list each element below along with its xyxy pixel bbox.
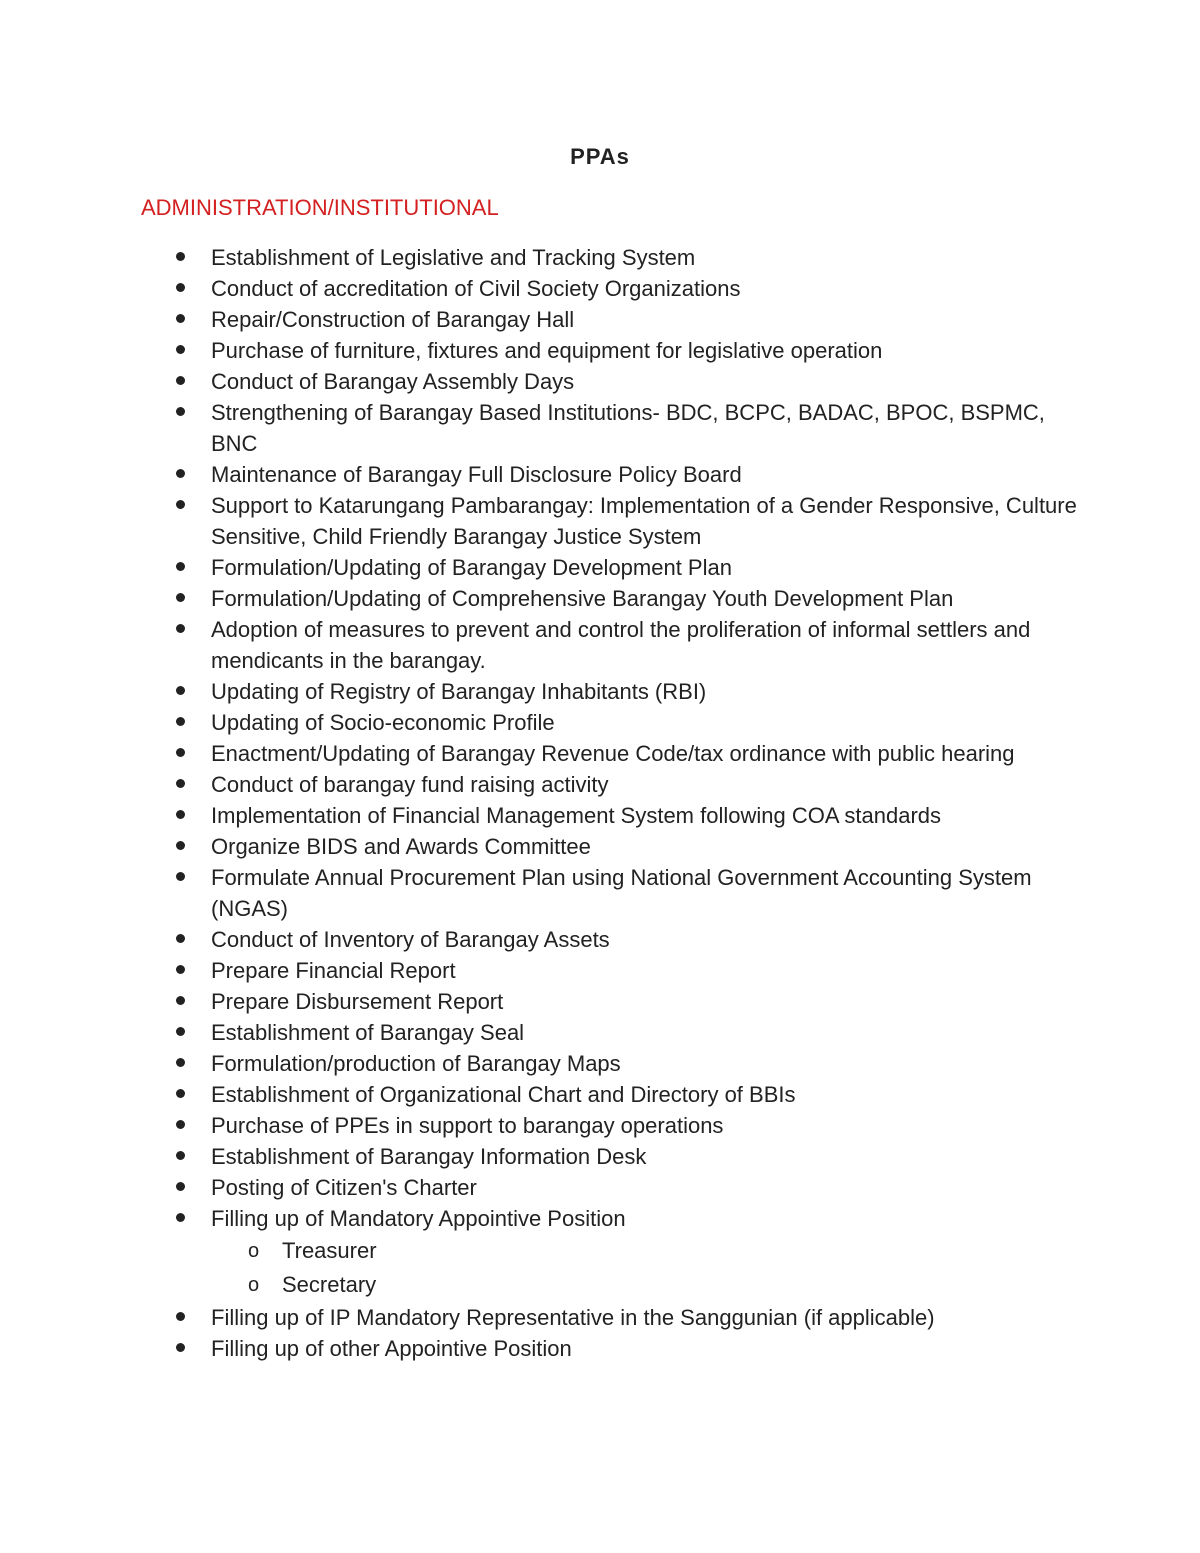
bullet-icon <box>176 314 185 323</box>
bullet-icon <box>176 1213 185 1222</box>
bullet-icon <box>176 1058 185 1067</box>
bullet-icon <box>176 872 185 881</box>
sub-list-item-text: Secretary <box>282 1272 377 1297</box>
list-item <box>0 366 1200 397</box>
bullet-icon <box>176 1120 185 1129</box>
sub-list <box>211 1234 1080 1302</box>
list-item <box>0 924 1200 955</box>
bullet-icon <box>176 283 185 292</box>
bullet-icon <box>176 624 185 633</box>
list-item-text: Purchase of furniture, fixtures and equipment for legislative operation <box>211 338 883 363</box>
list-item <box>0 769 1200 800</box>
list-item <box>0 459 1200 490</box>
list-item <box>0 335 1200 366</box>
bullet-icon <box>176 407 185 416</box>
list-item <box>0 552 1200 583</box>
bullet-icon <box>176 1312 185 1321</box>
bullet-icon <box>176 748 185 757</box>
list-item <box>0 1017 1200 1048</box>
list-item-text: Establishment of Organizational Chart and Directory of BBIs <box>211 1082 796 1107</box>
list-item <box>0 955 1200 986</box>
list-item-text: Support to Katarungang Pambarangay: Implementation of a Gender Responsive, Culture Sensitive, Child Friendly Barangay Justice System <box>211 493 1077 549</box>
bullet-icon <box>176 1027 185 1036</box>
list-item-text: Conduct of Inventory of Barangay Assets <box>211 927 610 952</box>
bullet-icon <box>176 996 185 1005</box>
list-item-text: Maintenance of Barangay Full Disclosure Policy Board <box>211 462 742 487</box>
list-item <box>0 1333 1200 1364</box>
list-item <box>0 273 1200 304</box>
list-item-text: Filling up of IP Mandatory Representative in the Sanggunian (if applicable) <box>211 1305 935 1330</box>
list-item-text: Formulate Annual Procurement Plan using National Government Accounting System (NGAS) <box>211 865 1032 921</box>
section-heading: ADMINISTRATION/INSTITUTIONAL <box>141 195 499 220</box>
bullet-icon <box>176 252 185 261</box>
list-item <box>0 1141 1200 1172</box>
sub-list-item-text: Treasurer <box>282 1238 377 1263</box>
list-item-text: Filling up of other Appointive Position <box>211 1336 572 1361</box>
list-item <box>0 1302 1200 1333</box>
list-item <box>0 1110 1200 1141</box>
list-item-text: Prepare Disbursement Report <box>211 989 504 1014</box>
list-item <box>0 242 1200 273</box>
list-item <box>0 1048 1200 1079</box>
list-item-text: Organize BIDS and Awards Committee <box>211 834 591 859</box>
list-item <box>0 490 1200 552</box>
list-item-text: Prepare Financial Report <box>211 958 456 983</box>
list-item <box>0 614 1200 676</box>
bullet-icon <box>176 841 185 850</box>
list-item-text: Updating of Socio-economic Profile <box>211 710 555 735</box>
sub-list-item <box>0 1234 1080 1268</box>
hollow-bullet-icon: o <box>248 1240 260 1262</box>
ppa-list <box>0 242 1200 1364</box>
list-item <box>0 1203 1200 1302</box>
bullet-icon <box>176 1151 185 1160</box>
list-item-text: Repair/Construction of Barangay Hall <box>211 307 575 332</box>
bullet-icon <box>176 934 185 943</box>
bullet-icon <box>176 500 185 509</box>
list-item-text: Posting of Citizen's Charter <box>211 1175 477 1200</box>
list-item <box>0 800 1200 831</box>
list-item-text: Enactment/Updating of Barangay Revenue Code/tax ordinance with public hearing <box>211 741 1015 766</box>
list-item-text: Establishment of Barangay Seal <box>211 1020 525 1045</box>
bullet-icon <box>176 717 185 726</box>
bullet-icon <box>176 1089 185 1098</box>
list-item <box>0 1172 1200 1203</box>
list-item-text: Implementation of Financial Management System following COA standards <box>211 803 942 828</box>
list-item <box>0 1079 1200 1110</box>
page-title: PPAs <box>570 144 630 169</box>
list-item <box>0 304 1200 335</box>
list-item <box>0 831 1200 862</box>
list-item <box>0 862 1200 924</box>
list-item-text: Updating of Registry of Barangay Inhabitants (RBI) <box>211 679 707 704</box>
list-item <box>0 986 1200 1017</box>
bullet-icon <box>176 810 185 819</box>
hollow-bullet-icon: o <box>248 1274 260 1296</box>
list-item <box>0 397 1200 459</box>
list-item-text: Purchase of PPEs in support to barangay operations <box>211 1113 724 1138</box>
bullet-icon <box>176 1343 185 1352</box>
list-item-text: Formulation/production of Barangay Maps <box>211 1051 621 1076</box>
list-item <box>0 707 1200 738</box>
list-item <box>0 583 1200 614</box>
bullet-icon <box>176 469 185 478</box>
bullet-icon <box>176 779 185 788</box>
list-item-text: Formulation/Updating of Barangay Development Plan <box>211 555 732 580</box>
bullet-icon <box>176 686 185 695</box>
list-item-text: Establishment of Legislative and Tracking System <box>211 245 696 270</box>
list-item <box>0 676 1200 707</box>
bullet-icon <box>176 376 185 385</box>
list-item-text: Strengthening of Barangay Based Institutions- BDC, BCPC, BADAC, BPOC, BSPMC, BNC <box>211 400 1045 456</box>
bullet-icon <box>176 965 185 974</box>
list-item-text: Formulation/Updating of Comprehensive Barangay Youth Development Plan <box>211 586 954 611</box>
bullet-icon <box>176 562 185 571</box>
bullet-icon <box>176 345 185 354</box>
list-item-text: Filling up of Mandatory Appointive Position <box>211 1206 626 1231</box>
list-item <box>0 738 1200 769</box>
list-item-text: Conduct of Barangay Assembly Days <box>211 369 575 394</box>
bullet-icon <box>176 1182 185 1191</box>
list-item-text: Adoption of measures to prevent and control the proliferation of informal settlers and mendicants in the barangay. <box>211 617 1031 673</box>
bullet-icon <box>176 593 185 602</box>
list-item-text: Conduct of barangay fund raising activity <box>211 772 609 797</box>
sub-list-item <box>0 1268 1080 1302</box>
list-item-text: Conduct of accreditation of Civil Society Organizations <box>211 276 741 301</box>
list-item-text: Establishment of Barangay Information Desk <box>211 1144 647 1169</box>
